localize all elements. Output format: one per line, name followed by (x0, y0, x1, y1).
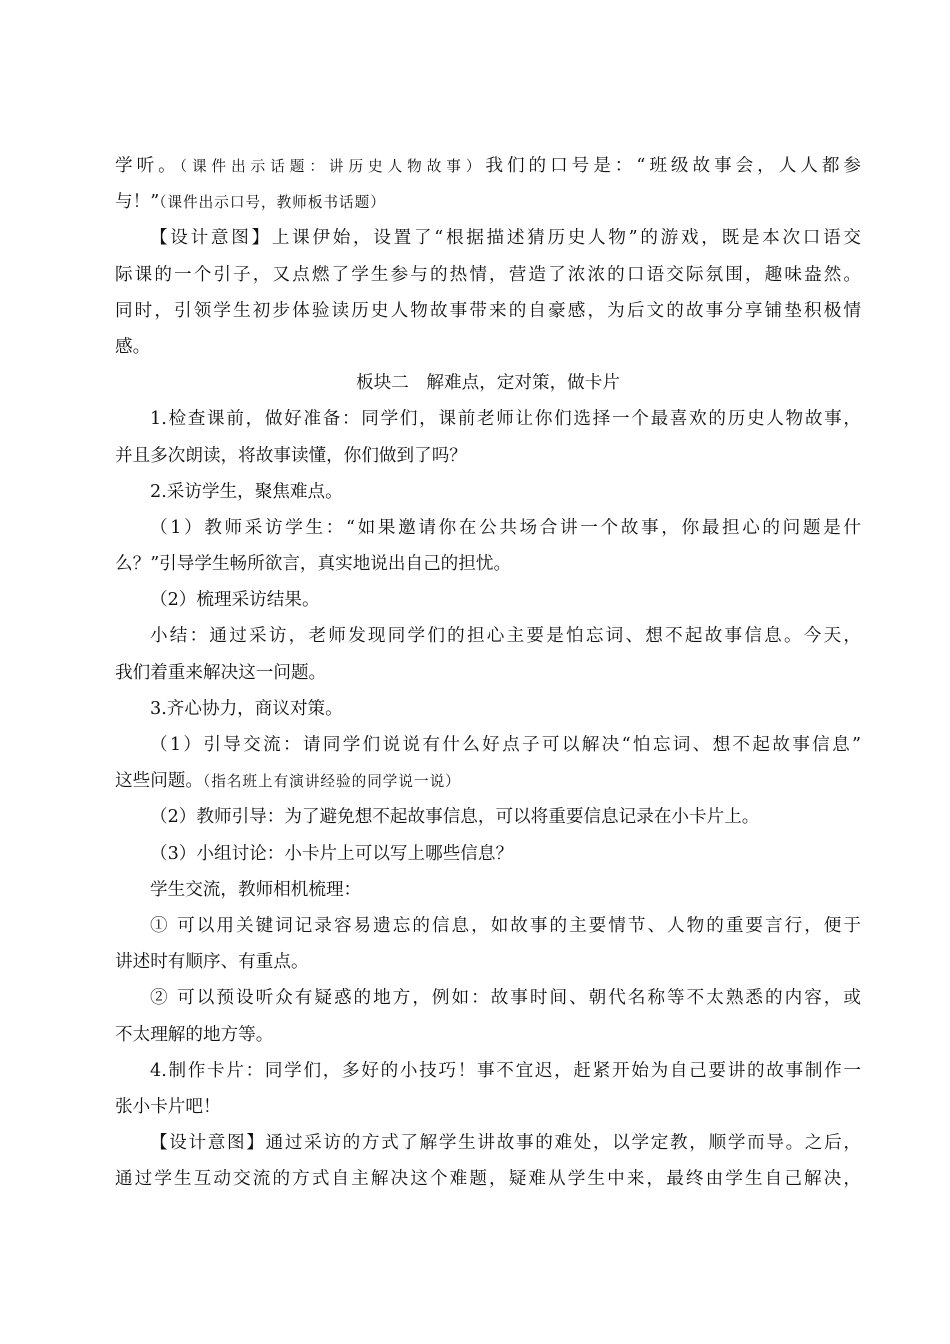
summary-line: 小结：通过采访，老师发现同学们的担心主要是怕忘词、想不起故事信息。今天， (150, 626, 861, 647)
paragraph-line: 这些问题。（指名班上有演讲经验的同学说一说） (115, 771, 461, 792)
paragraph-line: 学生交流，教师相机梳理： (150, 879, 362, 900)
list-item-line: 不太理解的地方等。 (115, 1024, 274, 1045)
paragraph-line: （3）小组讨论：小卡片上可以写上哪些信息？ (150, 843, 514, 864)
list-item-line: ① 可以用关键词记录容易遗忘的信息，如故事的主要情节、人物的重要言行，便于 (150, 915, 861, 936)
design-intent-line: 感。 (115, 336, 151, 357)
paragraph-line: （2）梳理采访结果。 (150, 590, 320, 611)
section-heading: 板块二 解难点，定对策，做卡片 (356, 373, 620, 394)
list-item-line: 讲述时有顺序、有重点。 (115, 952, 309, 973)
document-body (115, 148, 861, 1197)
summary-line: 我们着重来解决这一问题。 (115, 662, 327, 683)
design-intent-line: 【设计意图】上课伊始，设置了“根据描述猜历史人物”的游戏，既是本次口语交 (150, 228, 861, 249)
design-intent-line: 通过学生互动交流的方式自主解决这个难题，疑难从学生中来，最终由学生自己解决， (115, 1169, 861, 1190)
paragraph-line: 学听。（课件出示话题：讲历史人物故事）我们的口号是：“班级故事会，人人都参 (115, 156, 861, 176)
step-heading: 4.制作卡片：同学们，多好的小技巧！事不宜迟，赶紧开始为自己要讲的故事制作一 (150, 1060, 861, 1081)
paragraph-line: 并且多次朗读，将故事读懂，你们做到了吗？ (115, 445, 467, 466)
paragraph-line: （1）引导交流：请同学们说说有什么好点子可以解决“怕忘词、想不起故事信息” (150, 735, 861, 755)
design-intent-line: 际课的一个引子，又点燃了学生参与的热情，营造了浓浓的口语交际氛围，趣味盎然。 (115, 264, 861, 285)
step-heading: 2.采访学生，聚焦难点。 (150, 481, 343, 502)
design-intent-line: 【设计意图】通过采访的方式了解学生讲故事的难处，以学定教，顺学而导。之后， (150, 1133, 861, 1154)
paragraph-line: 1.检查课前，做好准备：同学们，课前老师让你们选择一个最喜欢的历史人物故事， (150, 409, 861, 430)
annotation-note: （课件出示话题：讲历史人物故事） (179, 158, 486, 175)
paragraph-line: 么？”引导学生畅所欲言，真实地说出自己的担忧。 (115, 554, 512, 575)
list-item-line: ② 可以预设听众有疑惑的地方，例如：故事时间、朝代名称等不太熟悉的内容，或 (150, 988, 861, 1009)
paragraph-line: （2）教师引导：为了避免想不起故事信息，可以将重要信息记录在小卡片上。 (150, 807, 760, 828)
paragraph-line: 与！”（课件出示口号，教师板书话题） (115, 192, 386, 213)
paragraph-line: （1）教师采访学生：“如果邀请你在公共场合讲一个故事，你最担心的问题是什 (150, 517, 861, 538)
annotation-note: （指名班上有演讲经验的同学说一说） (202, 773, 461, 791)
annotation-note: （课件出示口号，教师板书话题） (159, 194, 386, 212)
paragraph-line: 张小卡片吧！ (115, 1096, 221, 1117)
design-intent-line: 同时，引领学生初步体验读历史人物故事带来的自豪感，为后文的故事分享铺垫积极情 (115, 300, 861, 321)
step-heading: 3.齐心协力，商议对策。 (150, 698, 343, 719)
